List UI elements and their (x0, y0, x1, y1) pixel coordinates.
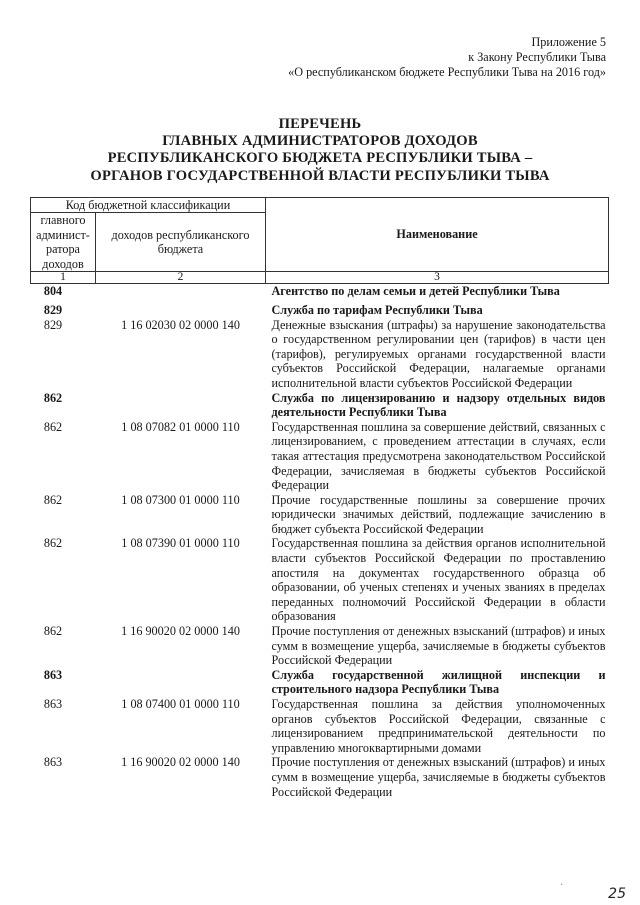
item-name: Прочие поступления от денежных взысканий (штрафов) и иных сумм в возмещение ущерба, зачисляемые в бюджеты субъектов Российской Федерации (271, 755, 606, 799)
income-code (96, 391, 266, 420)
table-row (31, 420, 609, 493)
item-name: Прочие поступления от денежных взысканий (штрафов) и иных сумм в возмещение ущерба, зачисляемые в бюджеты субъектов Российской Федерации (271, 624, 606, 668)
header-budget-classification: Код бюджетной классификации (31, 198, 266, 213)
admin-code: 829 (43, 302, 63, 317)
admin-code: 829 (43, 317, 63, 332)
admin-code: 862 (43, 624, 63, 639)
document-title (0, 116, 640, 185)
title-line-3: РЕСПУБЛИКАНСКОГО БЮДЖЕТА РЕСПУБЛИКИ ТЫВА – (107, 150, 533, 167)
header-budget-income: доходов республиканского бюджета (96, 213, 266, 272)
income-code: 1 08 07300 01 0000 110 (121, 492, 240, 507)
admin-code: 863 (43, 667, 63, 682)
table-row (31, 318, 609, 391)
income-code: 1 16 90020 02 0000 140 (121, 624, 240, 639)
item-name: Агентство по делам семьи и детей Республики Тыва (271, 284, 560, 299)
appendix-line-1: Приложение 5 (531, 35, 606, 49)
header-col-number-2: 2 (96, 272, 266, 284)
income-code: 1 08 07400 01 0000 110 (121, 697, 240, 711)
header-name: Наименование (266, 198, 609, 272)
scan-mark: · (560, 880, 564, 891)
table-row (31, 536, 609, 624)
table-row (31, 493, 609, 537)
admin-code: 862 (43, 390, 63, 405)
title-line-4: ОРГАНОВ ГОСУДАРСТВЕННОЙ ВЛАСТИ РЕСПУБЛИКИ ТЫВА (90, 167, 550, 184)
page-number: 25 (608, 886, 626, 902)
income-code: 1 08 07082 01 0000 110 (121, 419, 240, 434)
income-code (96, 299, 266, 318)
title-line-1: ПЕРЕЧЕНЬ (278, 116, 362, 132)
table-row (31, 284, 609, 299)
table-row (31, 668, 609, 697)
item-name: Государственная пошлина за действия органов исполнительной власти субъектов Российской Федерации по проставлению апостиля на документах государственного образца об образовании, об ученых степенях и ученых званиях в пределах переданных полномочий Российской Федерации в области образования (271, 536, 606, 624)
admin-code: 863 (43, 755, 63, 770)
income-code: 1 08 07390 01 0000 110 (121, 536, 240, 551)
item-name: Служба государственной жилищной инспекции и строительного надзора Республики Тыва (271, 667, 606, 697)
appendix-line-2: к Закону Республики Тыва (468, 50, 606, 64)
item-name: Государственная пошлина за действия уполномоченных органов субъектов Российской Федерации, связанные с лицензированием предпринимательской деятельности по управлению многоквартирными домами (271, 697, 606, 755)
table-row (31, 624, 609, 668)
appendix-note (288, 35, 606, 80)
item-name: Служба по лицензированию и надзору отдельных видов деятельности Республики Тыва (271, 390, 606, 420)
administrators-table (30, 197, 609, 799)
income-code: 1 16 02030 02 0000 140 (121, 317, 240, 332)
header-col-number-1: 1 (31, 272, 96, 284)
admin-code: 804 (43, 284, 63, 299)
admin-code: 862 (43, 419, 63, 434)
table-row (31, 391, 609, 420)
admin-code: 863 (43, 697, 63, 711)
header-col-number-3: 3 (266, 272, 609, 284)
table-row (31, 697, 609, 755)
title-line-2: ГЛАВНЫХ АДМИНИСТРАТОРОВ ДОХОДОВ (162, 133, 478, 150)
appendix-line-3: «О республиканском бюджете Республики Тыва на 2016 год» (288, 65, 606, 79)
table-row (31, 755, 609, 799)
admin-code: 862 (43, 536, 63, 551)
item-name: Государственная пошлина за совершение действий, связанных с лицензированием, с проведением аттестации в случаях, если такая аттестация предусмотрена законодательством Российской Федерации, зачисляемая в бюджеты субъектов Российской Федерации (271, 419, 606, 493)
income-code: 1 16 90020 02 0000 140 (121, 755, 240, 770)
header-main-administrator: главного админист-ратора доходов (31, 213, 96, 272)
table-row (31, 299, 609, 318)
income-code (96, 668, 266, 697)
item-name: Служба по тарифам Республики Тыва (271, 302, 483, 317)
income-code (96, 284, 266, 299)
item-name: Денежные взыскания (штрафы) за нарушение законодательства о государственном регулировании цен (тарифов) в части цен (тарифов), регулируемых органами государственной власти субъектов Российской Федерации, налагаемые органами исполнительной власти субъектов Российской Федерации (271, 317, 606, 390)
admin-code: 862 (43, 492, 63, 507)
item-name: Прочие государственные пошлины за совершение прочих юридически значимых действий, подлежащие зачислению в бюджет субъекта Российской Федерации (271, 492, 606, 536)
